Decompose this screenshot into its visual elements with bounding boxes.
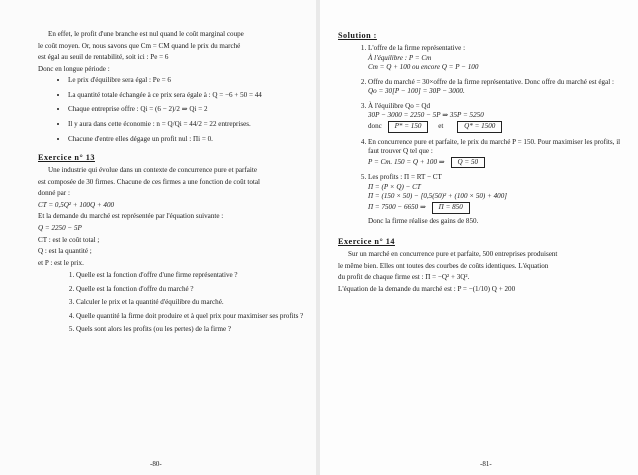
solution-step-3: [368, 102, 630, 133]
step-detail: Cm = Q + 100 ou encore Q = P − 100: [368, 63, 479, 72]
step-detail: Π = 7500 − 6650 ⇒: [368, 202, 426, 211]
question-item: 5. Quels sont alors les profits (ou les pertes) de la firme ?: [76, 325, 306, 335]
question-item: 1. Quelle est la fonction d'offre d'une firme représentative ?: [76, 271, 306, 281]
right-page: [320, 0, 638, 475]
exercise-text-line: du profit de chaque firme est : Π = −Q² + 3Q².: [338, 273, 470, 282]
intro-line-4: Donc en longue période :: [38, 64, 110, 73]
exercise-text-line: est composée de 30 firmes. Chacune de ces firmes a une fonction de coût total: [38, 177, 260, 186]
bullet-item: • Il y aura dans cette économie : n = Q/Qi = 44/2 = 22 entreprises.: [68, 120, 306, 130]
solution-list: [338, 44, 630, 226]
result-bullets: [38, 76, 306, 144]
step-detail: Π = (150 × 50) − [0,5(50)² + (100 × 50) + 400]: [368, 192, 508, 201]
bullet-item: • Chaque entreprise offre : Qi = (6 − 2)/2 ⇒ Qi = 2: [68, 105, 306, 115]
exercise-text-line: donné par :: [38, 189, 70, 198]
bullet-item: • Le prix d'équilibre sera égal : Pe = 6: [68, 76, 306, 86]
step-detail: 30P − 3000 = 2250 − 5P ⇒ 35P = 5250: [368, 111, 484, 120]
step-text: En concurrence pure et parfaite, le prix du marché P = 150. Pour maximiser les profits, il faut trouver Q tel que :: [368, 137, 621, 156]
step-detail-row: [368, 157, 630, 169]
boxed-price: P* = 150: [388, 121, 429, 133]
solution-step-4: [368, 138, 630, 169]
step-text: À l'équilibre Qo = Qd: [368, 101, 431, 110]
exercise-text-line: L'équation de la demande du marché est : P = −(1/10) Q + 200: [338, 284, 516, 293]
exercise-text-line: Sur un marché en concurrence pure et parfaite, 500 entreprises produisent: [348, 250, 558, 259]
bullet-item: • La quantité totale échangée à ce prix sera égale à : Q = −6 + 50 = 44: [68, 91, 306, 101]
exercise-14-heading: Exercice n° 14: [338, 237, 395, 247]
intro-line-2: le coût moyen. Or, nous savons que Cm = CM quand le prix du marché: [38, 41, 241, 50]
step-text: donc: [368, 122, 382, 130]
boxed-profit: Π = 850: [432, 202, 470, 214]
exercise-text-line: Et la demande du marché est représentée par l'équation suivante :: [38, 212, 224, 221]
intro-line-1: En effet, le profit d'une branche est nul quand le coût marginal coupe: [48, 30, 244, 38]
page-number-left: -80-: [150, 459, 162, 468]
exercise-text-line: le même bien. Elles ont toutes des courbes de coûts identiques. L'équation: [338, 261, 549, 270]
boxed-quantity: Q* = 1500: [457, 121, 502, 133]
page-number-right: -81-: [480, 459, 492, 468]
solution-step-5: [368, 173, 630, 226]
solution-step-2: [368, 78, 630, 97]
step-detail: P = Cm. 150 = Q + 100 ⇒: [368, 157, 445, 166]
exercise-13-heading: Exercice n° 13: [38, 153, 95, 163]
definition-ct: CT : est le coût total ;: [38, 235, 100, 244]
left-page: [0, 0, 316, 475]
exercise-text-line: Une industrie qui évolue dans un contexte de concurrence pure et parfaite: [48, 166, 257, 175]
definition-q: Q : est la quantité ;: [38, 247, 92, 256]
question-list: [38, 271, 306, 335]
demand-equation: Q = 2250 − 5P: [38, 223, 82, 232]
intro-line-3: est égal au seuil de rentabilité, soit ici : Pe = 6: [38, 53, 169, 62]
definition-p: et P : est le prix.: [38, 258, 84, 267]
bullet-item: • Chacune d'entre elles dégage un profit nul : Πi = 0.: [68, 135, 306, 145]
solution-heading: Solution :: [338, 31, 377, 40]
step-detail: Qo = 30[P − 100] = 30P − 3000.: [368, 87, 465, 96]
equilibrium-result: [368, 121, 630, 133]
question-item: 4. Quelle quantité la firme doit produire et à quel prix pour maximiser ses profits ?: [76, 312, 306, 322]
step-text: L'offre de la firme représentative :: [368, 44, 466, 53]
step-detail-row: [368, 202, 630, 214]
step-text: Les profits : Π = RT − CT: [368, 173, 442, 182]
step-text: et: [438, 122, 444, 130]
question-item: 2. Quelle est la fonction d'offre du marché ?: [76, 285, 306, 295]
boxed-firm-quantity: Q = 50: [451, 157, 486, 169]
step-conclusion: Donc la firme réalise des gains de 850.: [368, 216, 479, 225]
step-detail: À l'équilibre : P = Cm: [368, 53, 432, 62]
step-text: Offre du marché = 30×offre de la firme représentative. Donc offre du marché est égal :: [368, 77, 614, 86]
solution-step-1: [368, 44, 630, 73]
step-detail: Π = (P × Q) − CT: [368, 182, 421, 191]
question-item: 3. Calculer le prix et la quantité d'équilibre du marché.: [76, 298, 306, 308]
cost-function: CT = 0,5Q² + 100Q + 400: [38, 200, 115, 209]
